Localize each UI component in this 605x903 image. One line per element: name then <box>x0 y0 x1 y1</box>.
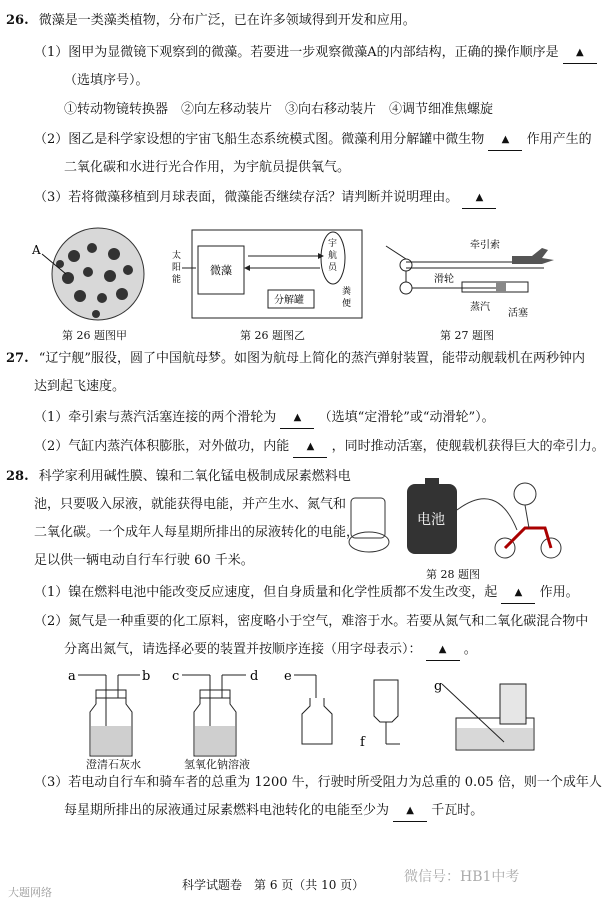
q27-part2-blank[interactable]: ▲ <box>293 438 327 458</box>
watermark-right: 微信号：HB1中考 <box>404 869 520 885</box>
q28-letter-f: f <box>360 735 365 750</box>
q28-stem-1: 科学家利用碱性膜、镍和二氧化锰电极制成尿素燃料电 <box>38 469 351 484</box>
q27-stem-a: “辽宁舰”服役，圆了中国航母梦。如图为航母上简化的蒸汽弹射装置，能带动舰载机在两秒钟内 <box>38 351 586 366</box>
q28-part2-line1: （2）氮气是一种重要的化工原料，密度略小于空气，难溶于水。若要从氮气和二氧化碳混合物中 <box>34 614 589 629</box>
q28-figure-battery: 电池 <box>417 512 445 528</box>
q28-letter-a: a <box>68 669 76 684</box>
q27-part1-blank[interactable]: ▲ <box>280 409 314 429</box>
q27-figure-pulley: 滑轮 <box>434 274 454 285</box>
q26-part3-blank[interactable]: ▲ <box>462 189 496 209</box>
q28-letter-c: c <box>172 669 180 684</box>
q26-part2-text: （2）图乙是科学家设想的宇宙飞船生态系统模式图。微藻利用分解罐中微生物 <box>34 132 485 147</box>
q28-bottle2-label: 氢氧化钠溶液 <box>184 758 250 771</box>
q28-figure <box>345 470 567 566</box>
q28-part2-text: 分离出氮气，请选择必要的装置并按顺序连接（用字母表示）： <box>64 642 422 657</box>
q28-letter-g: g <box>434 679 443 694</box>
q28-stem-line1 <box>6 468 351 486</box>
q28-number: 28. <box>6 469 29 484</box>
q27-figure-caption: 第 27 题图 <box>440 329 494 342</box>
q28-figure-caption: 第 28 题图 <box>426 568 480 581</box>
q28-apparatus <box>60 664 560 768</box>
q26-part1-blank[interactable]: ▲ <box>563 44 597 64</box>
q27-figure-rope: 牵引索 <box>470 240 500 251</box>
q26-figure-b-astronaut-3: 员 <box>328 263 338 273</box>
q28-part1-text-b: 作用。 <box>539 585 579 600</box>
q28-part3-text: 每星期所排出的尿液通过尿素燃料电池转化的电能至少为 <box>64 803 390 818</box>
q27-part1-line <box>34 409 495 429</box>
q28-part1-text: （1）镍在燃料电池中能改变反应速度，但自身质量和化学性质都不发生改变，起 <box>34 585 498 600</box>
q26-stem: 微藻是一类藻类植物，分布广泛，已在许多领域得到开发和应用。 <box>38 13 416 28</box>
q26-part3-text: （3）若将微藻移植到月球表面，微藻能否继续存活？请判断并说明理由。 <box>34 190 459 205</box>
q27-figure-piston: 活塞 <box>508 308 528 319</box>
q26-figure-a <box>30 226 160 326</box>
q26-part1-suffix: （选填序号）。 <box>64 73 149 88</box>
q26-figure-b-astronaut-2: 航 <box>328 251 338 261</box>
q27-part2-text: （2）气缸内蒸汽体积膨胀，对外做功，内能 <box>34 439 290 454</box>
svg-text:阳: 阳 <box>172 263 182 273</box>
q26-part2-text-b: 作用产生的 <box>526 132 592 147</box>
q26-figure-a-caption: 第 26 题图甲 <box>62 329 127 342</box>
q28-stem-line2: 池，只要吸入尿液，就能获得电能，并产生水、氮气和 <box>34 497 347 512</box>
q28-part1-line <box>34 584 579 604</box>
svg-text:太: 太 <box>172 251 182 261</box>
page-footer: 科学试题卷 第 6 页（共 10 页） <box>182 878 365 892</box>
q28-stem-line4: 足以供一辆电动自行车行驶 60 千米。 <box>34 553 254 568</box>
q26-part1-text: （1）图甲为显微镜下观察到的微藻。若要进一步观察微藻A的内部结构，正确的操作顺序是 <box>34 45 559 60</box>
q26-figure-b <box>170 228 370 323</box>
watermark-left: 大题网络 <box>8 886 52 899</box>
q27-figure-steam: 蒸汽 <box>470 302 490 313</box>
q26-figure-b-tank: 分解罐 <box>274 295 304 306</box>
q26-stem-line <box>6 12 416 30</box>
q26-figure-b-algae: 微藻 <box>210 264 232 277</box>
q27-figure <box>384 232 569 322</box>
q27-part2-line <box>34 438 605 458</box>
svg-text:便: 便 <box>342 299 352 309</box>
q26-figure-b-caption: 第 26 题图乙 <box>240 329 305 342</box>
q26-options: ①转动物镜转换器 ②向左移动装片 ③向右移动装片 ④调节细准焦螺旋 <box>64 102 494 117</box>
q26-figure-a-label: A <box>32 243 41 257</box>
q28-part3-blank[interactable]: ▲ <box>393 802 427 822</box>
q26-part3-line <box>34 189 496 209</box>
q28-part3-line2: 每星期所排出的尿液通过尿素燃料电池转化的电能至少为 ▲ 千瓦时。 <box>64 802 483 822</box>
q26-part2-line1 <box>34 131 592 151</box>
q26-number: 26. <box>6 13 29 28</box>
q28-bottle1-label: 澄清石灰水 <box>86 758 141 771</box>
q27-part1-text: （1）牵引索与蒸汽活塞连接的两个滑轮为 <box>34 410 277 425</box>
q27-part1-text-b: （选填“定滑轮”或“动滑轮”）。 <box>318 410 495 425</box>
q28-part3-line1: （3）若电动自行车和骑车者的总重为 1200 牛，行驶时所受阻力为总重的 0.05 倍，则一个成年人 <box>34 775 602 790</box>
q28-part2-blank[interactable]: ▲ <box>426 641 460 661</box>
q28-letter-b: b <box>142 669 151 684</box>
q28-letter-e: e <box>284 669 292 684</box>
q27-stem-line2: 达到起飞速度。 <box>34 379 126 394</box>
q27-stem-line1 <box>6 350 585 368</box>
q26-figure-b-astronaut-1: 宇 <box>328 239 338 249</box>
q26-part2-blank[interactable]: ▲ <box>488 131 522 151</box>
q26-part1-line1 <box>34 44 597 64</box>
q27-number: 27. <box>6 351 29 366</box>
q28-stem-line3: 二氧化碳。一个成年人每星期所排出的尿液转化的电能， <box>34 525 360 540</box>
svg-text:粪: 粪 <box>342 287 352 297</box>
q26-part2-line2: 二氧化碳和水进行光合作用，为宇航员提供氧气。 <box>64 160 351 175</box>
svg-text:能: 能 <box>172 275 182 285</box>
q28-part2-line2: 分离出氮气，请选择必要的装置并按顺序连接（用字母表示）： ▲ 。 <box>64 641 477 661</box>
q28-part1-blank[interactable]: ▲ <box>501 584 535 604</box>
q27-part2-text-b: ，同时推动活塞，使舰载机获得巨大的牵引力。 <box>331 439 605 454</box>
q28-letter-d: d <box>250 669 259 684</box>
